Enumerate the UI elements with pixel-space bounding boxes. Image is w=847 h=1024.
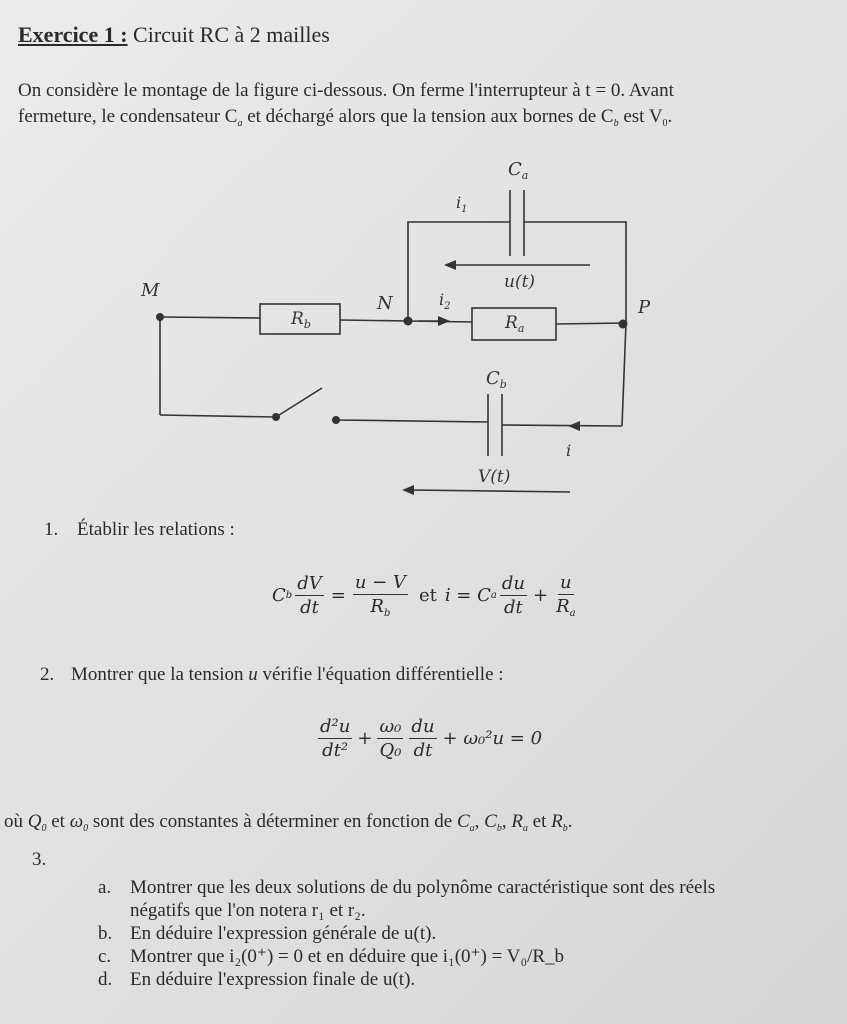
q3-item-c: c. Montrer que i₂(0⁺) = 0 et en déduire que i₁(0⁺) = V₀/R_b (98, 946, 565, 967)
eq1-derivative (295, 573, 324, 618)
eq2-du: du (501, 573, 525, 594)
label-i: i (566, 441, 572, 460)
q3-item-b: b. En déduire l'expression générale de u(t). (98, 923, 437, 944)
eq2-u: u (560, 572, 572, 593)
q2-dt: dt (413, 740, 433, 761)
exercise-label: Exercice 1 : (18, 22, 128, 47)
eq2-dt: dt (504, 597, 523, 618)
intro-sub-b: b (613, 118, 619, 129)
eq1-rhs (353, 572, 408, 619)
intro-text-4: est V (618, 106, 663, 127)
node-p-dot (619, 320, 628, 329)
wire-rb-n (340, 320, 408, 321)
q2-text-a: Montrer que la tension (71, 664, 249, 685)
eq1-coef: C (272, 585, 286, 606)
q3-list (98, 876, 843, 991)
intro-text-2: fermeture, le condensateur C (18, 106, 238, 127)
eq2-derivative (500, 573, 527, 618)
eq2-lhs-sub: a (490, 590, 497, 601)
q1-heading (44, 519, 235, 541)
intro-sub-a: a (237, 118, 243, 129)
wire-top-p (524, 222, 626, 322)
q3-item-a-text: Montrer que les deux solutions de du polynôme caractéristique sont des réels négatifs que l'on notera r₁ et r₂. (130, 877, 716, 921)
where-line: où $Q_0$ et $\omega_0$ sont des constantes à déterminer en fonction de $C_a$, $C_b$, $R_a$ et $R_b$. (4, 811, 573, 834)
label-i1: $i_1$ (456, 193, 468, 215)
eq1-coef-sub: b (285, 590, 293, 601)
q2-d2u (318, 716, 352, 761)
wire-m-rb (160, 317, 260, 318)
wire-p-down (622, 323, 626, 426)
q2-du-dt (409, 716, 436, 761)
eq-et: et (418, 585, 437, 606)
eq1-rhs-num: u − V (354, 572, 406, 593)
label-u: u(t) (504, 272, 536, 292)
label-node-p: P (638, 297, 651, 318)
label-ca: $C_a$ (508, 159, 529, 182)
eq2-ratio (554, 572, 578, 619)
q2-du: du (411, 716, 435, 737)
label-node-n: N (377, 293, 393, 314)
eq1-dt: dt (300, 597, 319, 618)
wire-ra-p (556, 323, 626, 324)
eq2-lhs: i = C (444, 585, 491, 606)
eq1-dv: dV (297, 573, 322, 594)
q2-omega0: ω₀ (379, 716, 402, 737)
q2-text-b: vérifie l'équation différentielle : (257, 664, 504, 685)
wire-cb-p (502, 425, 622, 426)
q1-equations: C b $\frac{dV}{dt}$ = $\frac{u - V}{R_b}$ et i = C a $\frac{du}{dt}$ + $\frac{u}{R_a}$ (272, 572, 576, 619)
intro-sub-0: 0 (662, 118, 668, 129)
q2-equation: $\frac{\text{d²u}}{\text{dt²}}$ + $\frac{\text{ω₀}}{\text{Q₀}}$ $\frac{du}{dt}$ + ω₀²u = 0 (320, 716, 543, 761)
label-v: V(t) (478, 467, 511, 487)
label-node-m: M (141, 280, 160, 301)
v-arrow-line (410, 490, 570, 492)
node-m-dot (156, 313, 164, 321)
intro-text-5: . (667, 106, 673, 127)
node-n-dot (404, 317, 413, 326)
q3-number: 3. (32, 849, 47, 870)
i2-arrowhead (438, 316, 450, 326)
intro-text-3: et déchargé alors que la tension aux bornes de C (242, 106, 614, 127)
q1-number: 1. (44, 519, 59, 540)
u-arrowhead (444, 260, 456, 270)
switch-contact-dot (332, 416, 340, 424)
q2-q0: Q₀ (379, 740, 402, 761)
wire-n-top (408, 222, 510, 321)
q2-d2u-num: d²u (320, 716, 351, 737)
q2-heading (40, 664, 504, 686)
q2-ratio (377, 716, 403, 761)
q2-dt2: dt² (322, 740, 349, 761)
eq1-rhs-den: $R_b$ (370, 596, 391, 619)
intro-line-1: On considère le montage de la figure ci-dessous. On ferme l'interrupteur à t = 0. Avant (18, 80, 674, 101)
eq2-r: $R_a$ (556, 596, 576, 619)
switch-pivot-dot (272, 413, 280, 421)
q3-item-a: a. Montrer que les deux solutions de du polynôme caractéristique sont des réels négatifs que l'on notera r₁ et r₂. (98, 876, 843, 922)
label-i2: $i_2$ (439, 290, 451, 312)
wire-switch-cb (336, 420, 488, 422)
q2-text-u: u (248, 664, 258, 685)
switch-blade (276, 388, 322, 417)
eq2-plus: + (532, 585, 549, 606)
v-arrowhead (402, 485, 414, 495)
q1-text: Établir les relations : (77, 519, 235, 540)
label-ra: $R_a$ (505, 313, 525, 335)
i-arrowhead (568, 421, 580, 431)
label-rb: $R_b$ (291, 309, 311, 331)
q3-item-d: d. En déduire l'expression finale de u(t). (98, 969, 416, 990)
wire-bottom-left (160, 415, 276, 417)
exercise-name: Circuit RC à 2 mailles (133, 22, 330, 47)
q2-tail: + ω₀²u = 0 (442, 728, 543, 749)
label-cb: $C_b$ (486, 368, 507, 391)
q2-number: 2. (40, 664, 55, 685)
